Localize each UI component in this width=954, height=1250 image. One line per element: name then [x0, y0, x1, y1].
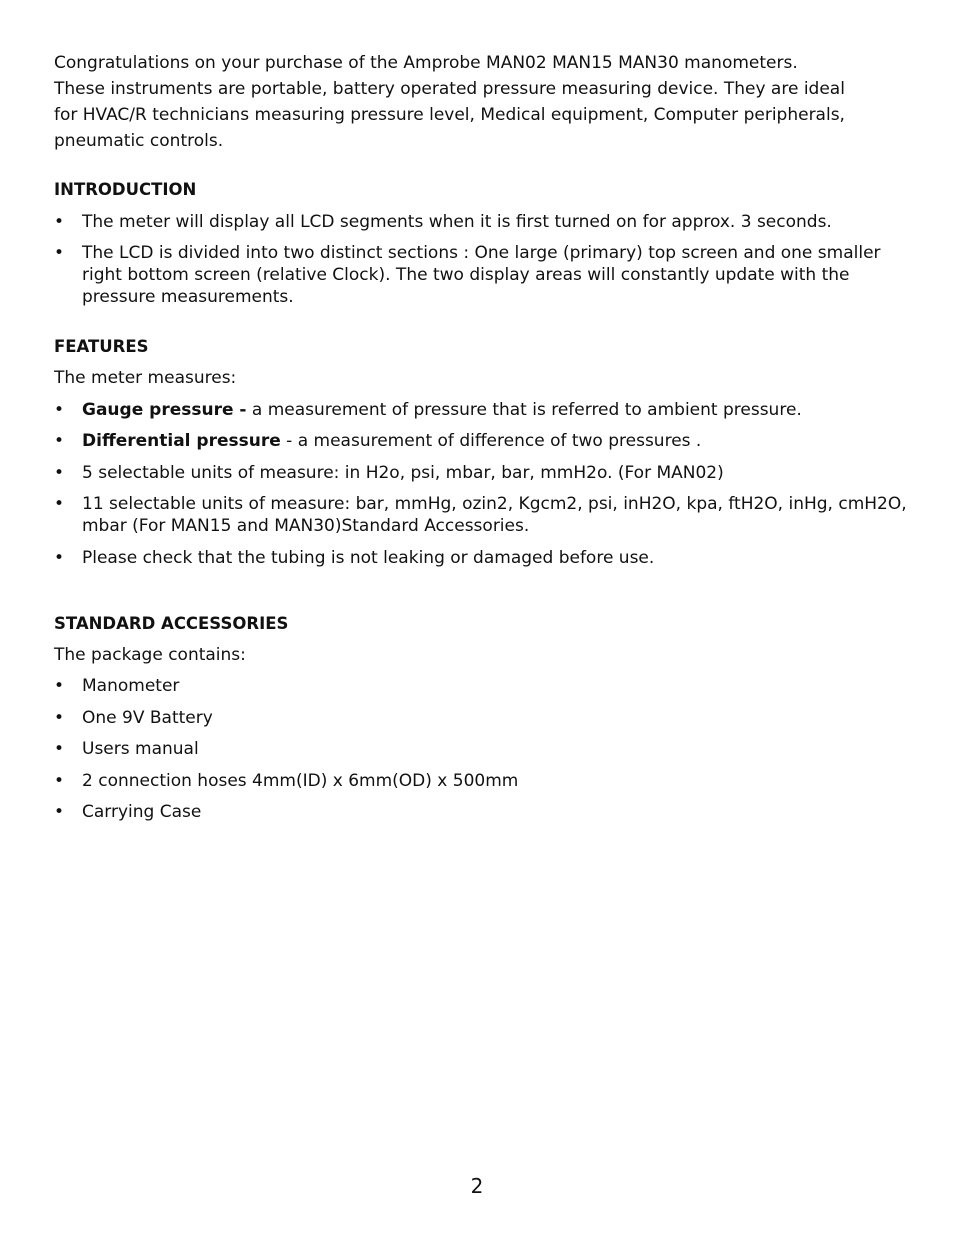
- list-item: • The meter will display all LCD segments when it is first turned on for approx. 3 seconds.: [54, 211, 914, 233]
- intro-paragraph: [54, 50, 914, 154]
- list-item: • 2 connection hoses 4mm(ID) x 6mm(OD) x 500mm: [54, 770, 914, 792]
- differential-pressure-term: Differential pressure: [82, 431, 281, 451]
- introduction-list: [54, 211, 914, 309]
- introduction-heading: INTRODUCTION: [54, 180, 197, 199]
- accessories-intro: The package contains:: [54, 644, 246, 665]
- features-intro: The meter measures:: [54, 368, 237, 388]
- document-page: [54, 50, 914, 823]
- list-item: • Carrying Case: [54, 801, 914, 823]
- gauge-pressure-term: Gauge pressure -: [82, 399, 247, 420]
- accessories-list: [54, 675, 914, 823]
- list-item: • One 9V Battery: [54, 707, 914, 729]
- list-item: • 11 selectable units of measure: bar, mmHg, ozin2, Kgcm2, psi, inH2O, kpa, ftH2O, inHg, cmH2O, mbar (For MAN15 and MAN30)Standard Accessories.: [54, 493, 914, 537]
- features-heading: FEATURES: [54, 337, 149, 356]
- page-number: 2: [470, 1174, 484, 1198]
- intro-line: for HVAC/R technicians measuring pressure level, Medical equipment, Computer peripherals,: [54, 105, 845, 125]
- intro-line: These instruments are portable, battery operated pressure measuring device. They are ideal: [54, 79, 845, 99]
- list-item: • Manometer: [54, 675, 914, 697]
- list-item: [54, 399, 914, 421]
- list-item: • Users manual: [54, 738, 914, 760]
- gauge-pressure-text: a measurement of pressure that is referred to ambient pressure.: [246, 399, 802, 420]
- list-item: • 5 selectable units of measure: in H2o, psi, mbar, bar, mmH2o. (For MAN02): [54, 462, 914, 484]
- intro-line: pneumatic controls.: [54, 131, 224, 151]
- list-item: [54, 430, 914, 452]
- accessories-heading: STANDARD ACCESSORIES: [54, 613, 289, 633]
- list-item: • Please check that the tubing is not leaking or damaged before use.: [54, 547, 914, 569]
- differential-pressure-text: - a measurement of difference of two pressures .: [280, 431, 702, 451]
- list-item: • The LCD is divided into two distinct sections : One large (primary) top screen and one smaller right bottom screen (relative Clock). The two display areas will constantly update with the pressure measurements.: [54, 242, 914, 308]
- features-list: [54, 399, 914, 569]
- intro-line: Congratulations on your purchase of the Amprobe MAN02 MAN15 MAN30 manometers.: [54, 53, 798, 73]
